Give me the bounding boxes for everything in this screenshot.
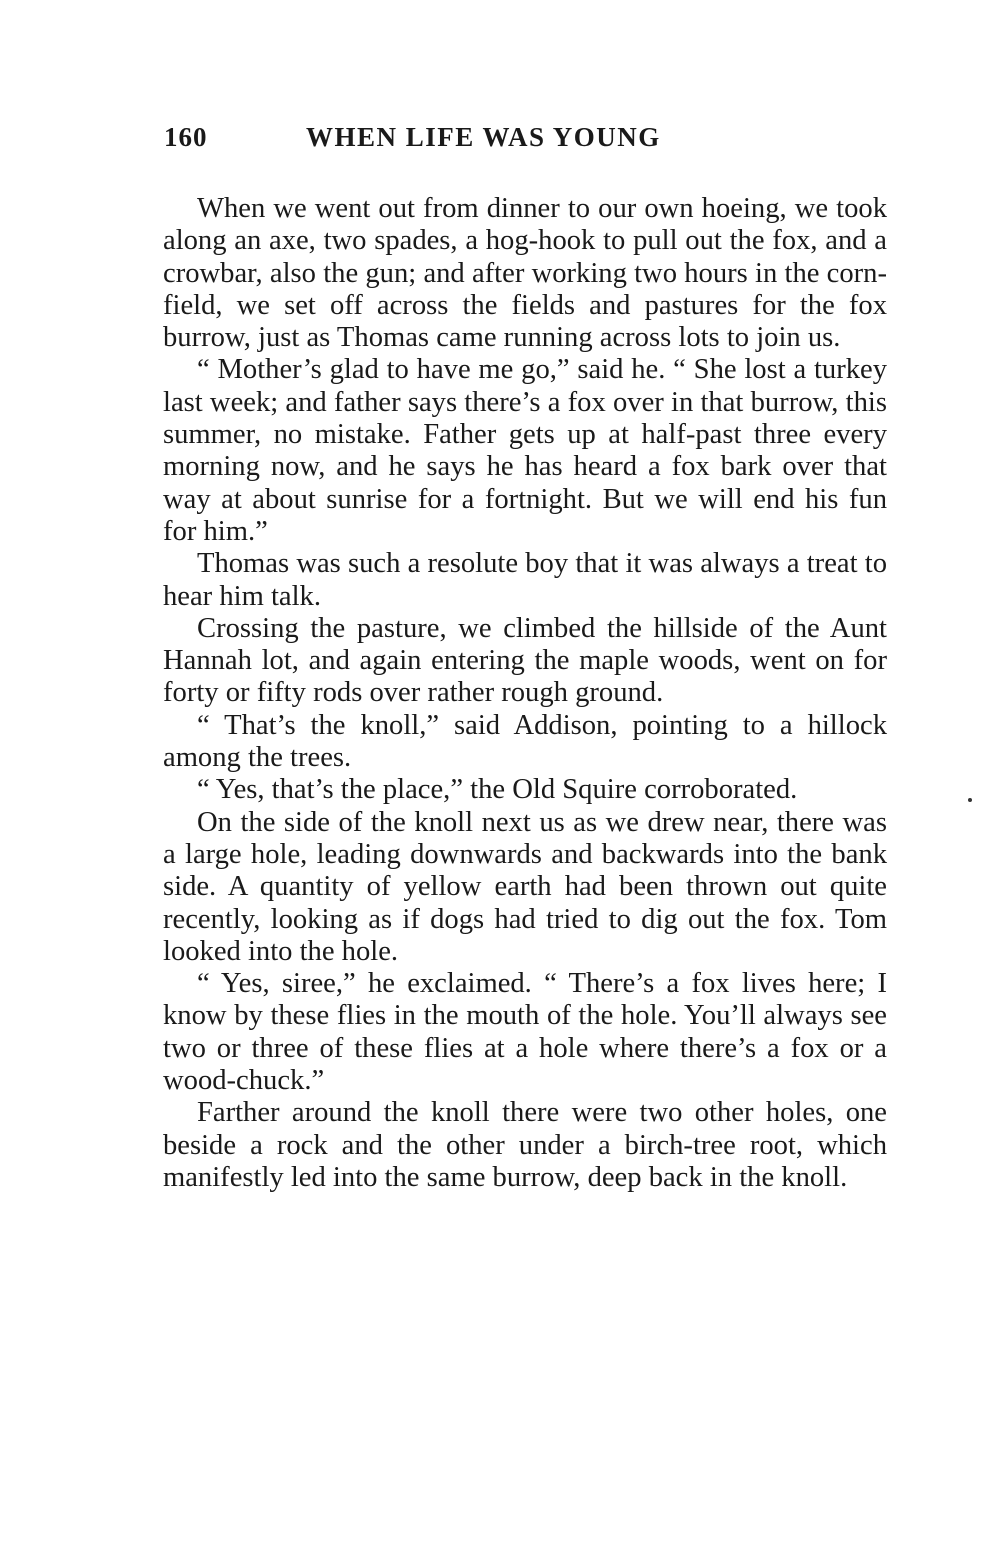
paragraph: Farther around the knoll there were two other holes, one beside a rock and the other under a birch-tree root, which manifestly led into the same burrow, deep back in the knoll. <box>163 1097 887 1193</box>
page-number: 160 <box>164 122 208 152</box>
body-text <box>163 193 887 1194</box>
paragraph: When we went out from dinner to our own hoeing, we took along an axe, two spades, a hog-hook to pull out the fox, and a crowbar, also the gun; and after working two hours in the corn-field, we set off across the fields and pastures for the fox burrow, just as Thomas came running across lots to join us. <box>163 193 887 354</box>
paragraph: “ Yes, that’s the place,” the Old Squire corroborated. <box>197 774 798 806</box>
paragraph: “ Yes, siree,” he exclaimed. “ There’s a fox lives here; I know by these flies in the mouth of the hole. You’ll always see two or three of these flies at a hole where there’s a fox or a wood-chuck.” <box>163 968 887 1097</box>
paragraph: “ Mother’s glad to have me go,” said he. “ She lost a turkey last week; and father says there’s a fox over in that burrow, this summer, no mistake. Father gets up at half-past three every morning now, and he says he has heard a fox bark over that way at about sunrise for a fortnight. But we will end his fun for him.” <box>163 354 887 547</box>
page-header <box>164 122 888 162</box>
ink-speck <box>968 798 972 802</box>
paragraph: Crossing the pasture, we climbed the hillside of the Aunt Hannah lot, and again entering the maple woods, went on for forty or fifty rods over rather rough ground. <box>163 612 887 709</box>
running-head: WHEN LIFE WAS YOUNG <box>306 122 661 152</box>
paragraph: Thomas was such a resolute boy that it was always a treat to hear him talk. <box>163 548 887 612</box>
paragraph: On the side of the knoll next us as we drew near, there was a large hole, leading downwards and backwards into the bank side. A quantity of yellow earth had been thrown out quite recently, looking as if dogs had tried to dig out the fox. Tom looked into the hole. <box>163 806 887 967</box>
paragraph: “ That’s the knoll,” said Addison, pointing to a hillock among the trees. <box>163 709 887 774</box>
